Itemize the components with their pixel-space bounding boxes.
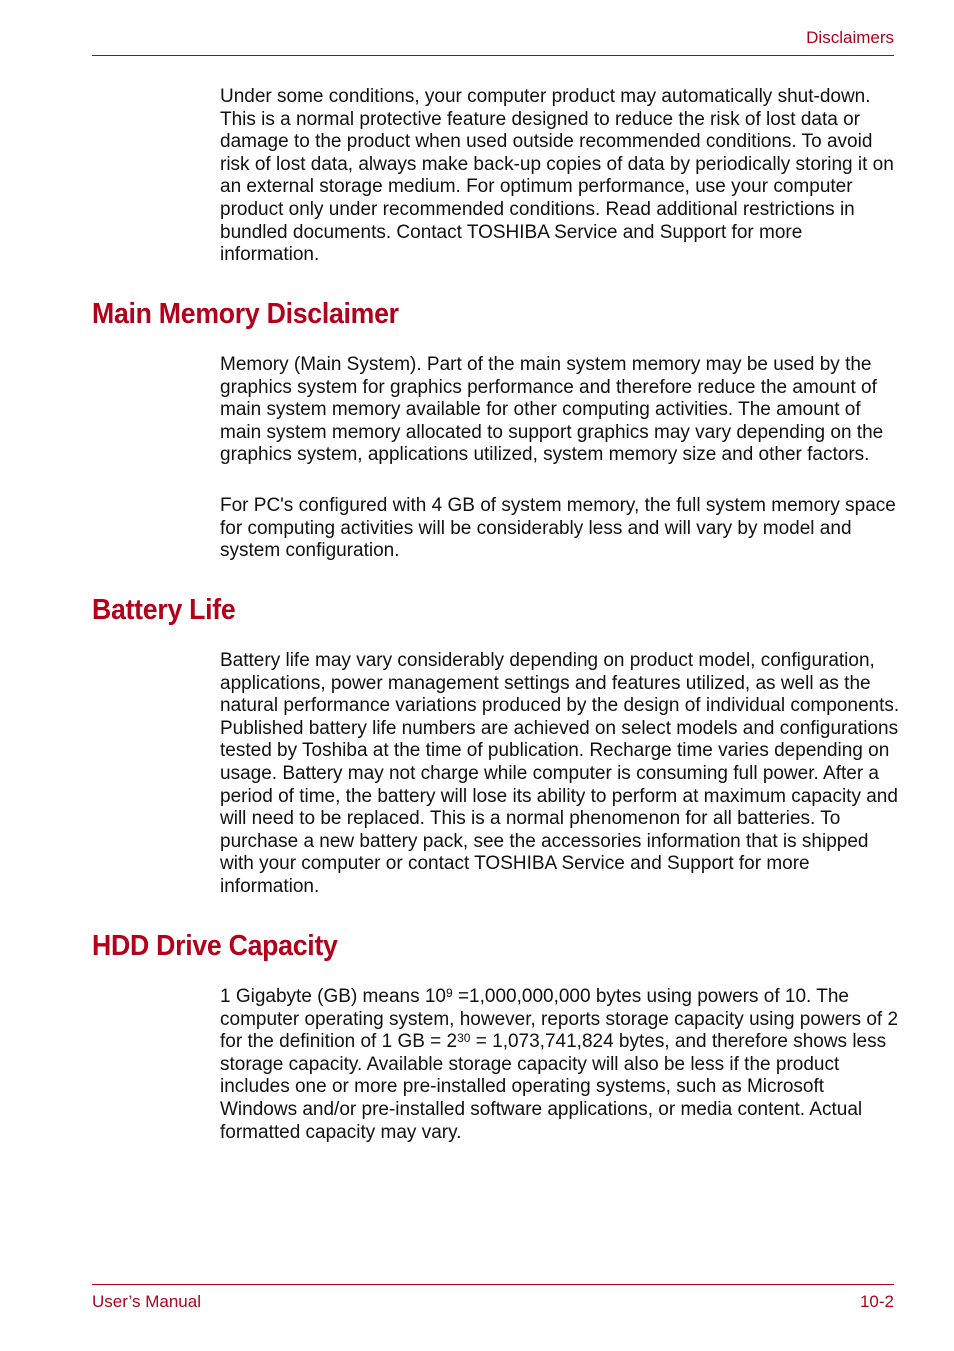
hdd-superscript-2: 30 (457, 1031, 471, 1046)
hdd-superscript-1: 9 (446, 986, 453, 1000)
main-memory-paragraph-1: Memory (Main System). Part of the main system memory may be used by the graphics system for graphics performance and therefore reduce the amount of main system memory available for other computing activities. The amount of main system memory allocated to support graphics may vary depending on the graphics system, applications utilized, system memory size and other factors. (220, 354, 884, 466)
battery-life-heading: Battery Life (92, 594, 236, 626)
hdd-capacity-paragraph (220, 986, 900, 1144)
section-title: Disclaimers (806, 28, 894, 47)
hdd-text-1: 1 Gigabyte (GB) means 10 (220, 986, 446, 1007)
page-number: 10-2 (859, 1292, 894, 1311)
intro-paragraph: Under some conditions, your computer product may automatically shut-down. This is a normal protective feature designed to reduce the risk of lost data or damage to the product when used outside recommended conditions. To avoid risk of lost data, always make back-up copies of data by periodically storing it on an external storage medium. For optimum performance, use your computer product only under recommended conditions. Read additional restrictions in bundled documents. Contact TOSHIBA Service and Support for more information. (220, 86, 894, 266)
page-header (92, 26, 894, 56)
main-memory-heading: Main Memory Disclaimer (92, 298, 399, 330)
main-memory-paragraph-2: For PC's configured with 4 GB of system memory, the full system memory space for computing activities will be considerably less and will vary by model and system configuration. (220, 495, 896, 562)
manual-title: User’s Manual (92, 1292, 201, 1311)
hdd-capacity-heading: HDD Drive Capacity (92, 930, 338, 962)
hdd-text-3: = 1,073,741,824 bytes, and therefore shows less storage capacity. Available storage capacity will also be less if the product includes one or more pre-installed operating systems, such as Microsoft Windows and/or pre-installed software applications, or media content. Actual formatted capacity may vary. (220, 1031, 887, 1143)
hdd-text-2: =1,000,000,000 bytes using powers of 10. The computer operating system, however, reports storage capacity using powers of 2 for the definition of 1 GB = 2 (220, 986, 899, 1053)
battery-life-paragraph: Battery life may vary considerably depending on product model, configuration, applications, power management settings and features utilized, as well as the natural performance variations produced by the design of individual components. Published battery life numbers are achieved on select models and configurations tested by Toshiba at the time of publication. Recharge time varies depending on usage. Battery may not charge while computer is consuming full power. After a period of time, the battery will lose its ability to perform at maximum capacity and will need to be replaced. This is a normal phenomenon for all batteries. To purchase a new battery pack, see the accessories information that is shipped with your computer or contact TOSHIBA Service and Support for more information. (220, 650, 900, 897)
page-footer (92, 1284, 894, 1315)
